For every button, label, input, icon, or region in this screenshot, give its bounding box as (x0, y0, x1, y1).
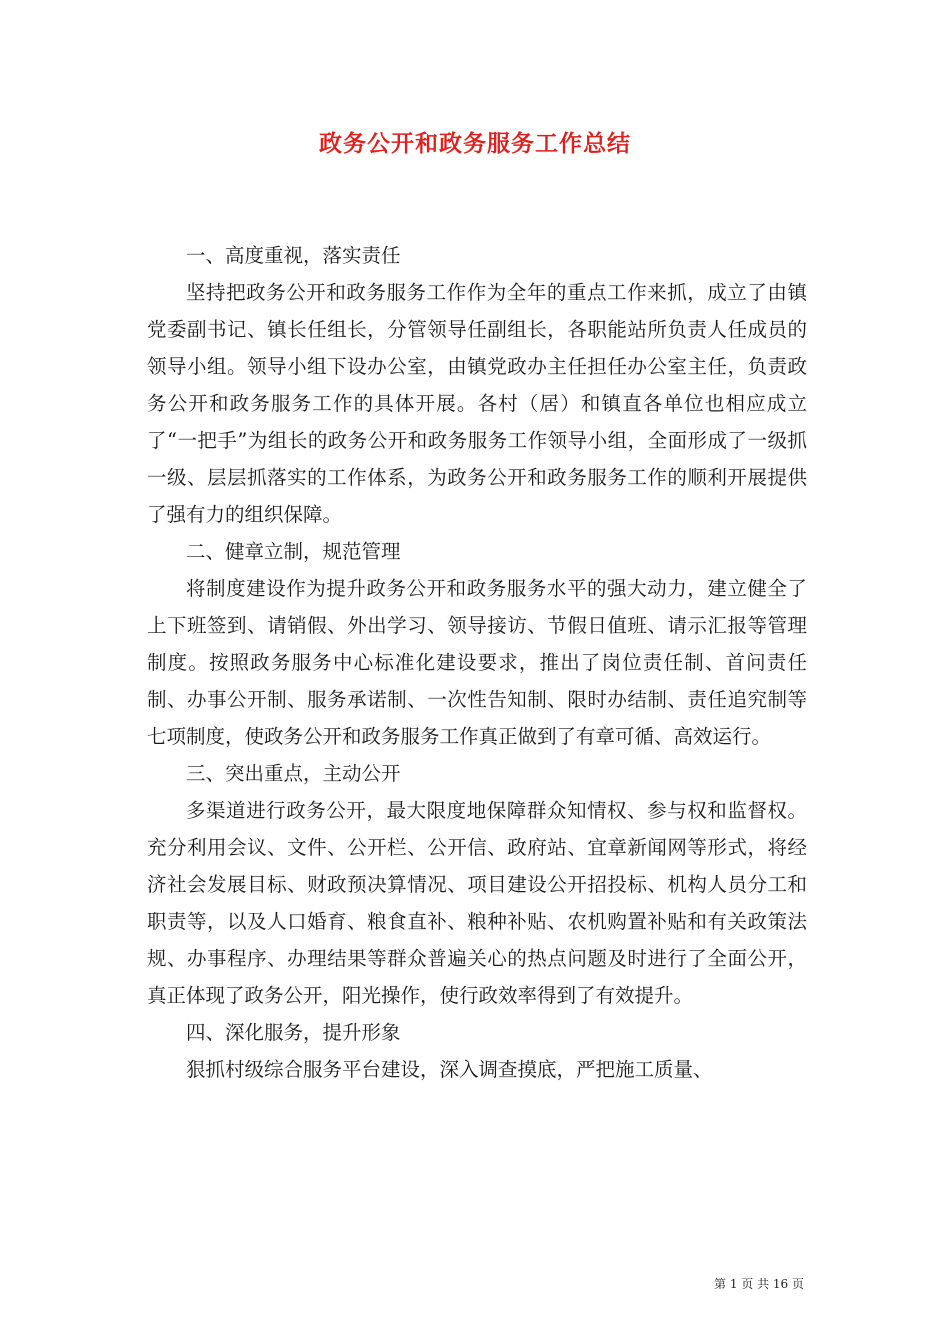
section-paragraph-4: 狠抓村级综合服务平台建设，深入调查摸底，严把施工质量、 (186, 1058, 713, 1081)
document-body (147, 237, 807, 1088)
section-paragraph-2: 将制度建设作为提升政务公开和政务服务水平的强大动力，建立健全了上下班签到、请销假、外出学习、领导接访、节假日值班、请示汇报等管理制度。按照政务服务中心标准化建设要求，推出了岗位责任制、首问责任制、办事公开制、服务承诺制、一次性告知制、限时办结制、责任追究制等七项制度，使政务公开和政务服务工作真正做到了有章可循、高效运行。 (147, 577, 807, 748)
section-paragraph-3: 多渠道进行政务公开，最大限度地保障群众知情权、参与权和监督权。充分利用会议、文件、公开栏、公开信、政府站、宜章新闻网等形式，将经济社会发展目标、财政预决算情况、项目建设公开招投标、机构人员分工和职责等，以及人口婚育、粮食直补、粮种补贴、农机购置补贴和有关政策法规、办事程序、办理结果等群众普遍关心的热点问题及时进行了全面公开，真正体现了政务公开，阳光操作，使行政效率得到了有效提升。 (147, 799, 807, 1007)
page-number-footer: 第 1 页 共 16 页 (714, 1277, 804, 1291)
section-heading-4: 四、深化服务，提升形象 (186, 1021, 401, 1044)
section-heading-2: 二、健章立制，规范管理 (186, 540, 401, 563)
section-heading-3: 三、突出重点，主动公开 (186, 762, 401, 785)
document-title: 政务公开和政务服务工作总结 (319, 130, 631, 157)
section-heading-1: 一、高度重视，落实责任 (186, 244, 401, 267)
section-paragraph-1: 坚持把政务公开和政务服务工作作为全年的重点工作来抓，成立了由镇党委副书记、镇长任组长，分管领导任副组长，各职能站所负责人任成员的领导小组。领导小组下设办公室，由镇党政办主任担任办公室主任，负责政务公开和政务服务工作的具体开展。各村（居）和镇直各单位也相应成立了“一把手”为组长的政务公开和政务服务工作领导小组，全面形成了一级抓一级、层层抓落实的工作体系，为政务公开和政务服务工作的顺利开展提供了强有力的组织保障。 (147, 281, 807, 526)
